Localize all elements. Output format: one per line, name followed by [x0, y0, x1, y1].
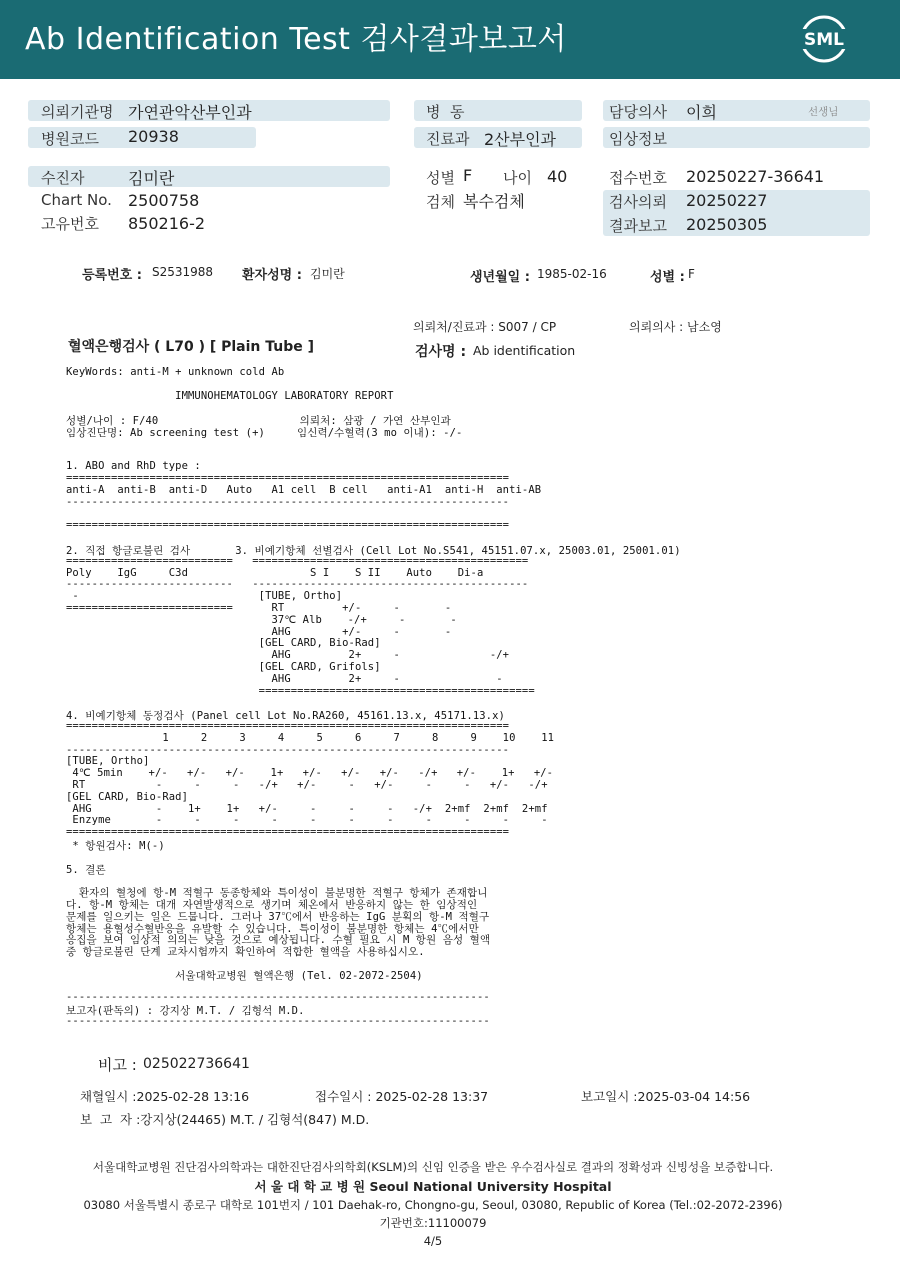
reg-label: 등록번호 :: [82, 268, 142, 283]
report-line: ========================== RT +/- - -: [66, 602, 452, 614]
report-line: 1 2 3 4 5 6 7 8 9 10 11: [66, 731, 555, 744]
report-line: AHG - 1+ 1+ +/- - - - -/+ 2+mf 2+mf 2+mf: [66, 802, 548, 815]
report-line: [TUBE, Ortho]: [66, 755, 150, 768]
report-line: AHG +/- - -: [66, 625, 452, 638]
report-line: =====================================================================: [66, 720, 510, 732]
report-line: ---------------------------------------------------------------------: [66, 495, 510, 508]
institution-number: 기관번호:11100079: [379, 1216, 487, 1230]
id-value: 850216-2: [128, 214, 206, 233]
report-sex-label: 성별 :: [650, 270, 685, 285]
patient-value: 김미란: [128, 169, 175, 188]
remarks-label: 비고 :: [98, 1056, 137, 1074]
report-line: 37℃ Alb -/+ - -: [66, 613, 457, 626]
report-line: KeyWords: anti-M + unknown cold Ab: [66, 366, 285, 378]
report-line: =====================================================================: [66, 826, 510, 839]
receipt-value: 20250227-36641: [686, 167, 825, 186]
report-line: -------------------------- -------------------------------------------: [66, 578, 529, 591]
cert-statement: 서울대학교병원 진단검사의학과는 대한진단검사의학회(KSLM)의 신임 인증을 받은 우수검사실로 결과의 정확성과 신빙성을 보증합니다.: [92, 1160, 774, 1174]
sex-label: 성별: [426, 169, 455, 187]
patient-name-value: 김미란: [310, 267, 345, 281]
report-line: [GEL CARD, Grifols]: [66, 661, 381, 673]
report-line: RT - - - -/+ +/- - +/- - - +/- -/+: [66, 779, 548, 791]
report-line: ===========================================: [66, 684, 535, 697]
hosp-code-label: 병원코드: [41, 130, 99, 148]
report-line: 임상진단명: Ab screening test (+) 임신력/수혈력(3 mo 이내): -/-: [66, 427, 463, 439]
report-line: ---------------------------------------------------------------------: [66, 743, 510, 756]
report-line: 응집을 보여 임상적 의의는 낮을 것으로 예상됩니다. 수혈 필요 시 M 항원 음성 혈액: [66, 934, 491, 947]
dept-label: 진료과: [426, 130, 470, 148]
report-line: Poly IgG C3d S I S II Auto Di-a: [66, 566, 484, 579]
test-name-label: 검사명 :: [415, 344, 467, 360]
chart-value: 2500758: [128, 191, 200, 210]
report-line: ------------------------------------------------------------------: [66, 991, 490, 1004]
doctor-suffix: 선생님: [808, 106, 839, 118]
doctor-value: 이희: [686, 103, 717, 122]
report-line: =====================================================================: [66, 519, 510, 532]
report-line: 2. 직접 항글로불린 검사 3. 비예기항체 선별검사 (Cell Lot No.S541, 45151.07.x, 25003.01, 25001.01): [66, 545, 681, 557]
report-line: =====================================================================: [66, 472, 510, 485]
report-line: [GEL CARD, Bio-Rad]: [66, 790, 189, 803]
report-line: anti-A anti-B anti-D Auto A1 cell B cell anti-A1 anti-H anti-AB: [66, 484, 542, 496]
report-line: Enzyme - - - - - - - - - - -: [66, 814, 548, 827]
id-label: 고유번호: [41, 215, 99, 233]
sex-value: F: [463, 166, 473, 185]
report-header: [0, 0, 900, 79]
receive-time: 접수일시 : 2025-02-28 13:37: [315, 1089, 489, 1104]
test-name-value: Ab identification: [473, 343, 576, 358]
report-line: 1. ABO and RhD type :: [66, 460, 201, 473]
sml-logo-icon: [796, 14, 852, 64]
chart-label: Chart No.: [41, 191, 112, 209]
report-line: AHG 2+ - -/+: [66, 649, 510, 662]
receipt-label: 접수번호: [609, 169, 667, 187]
age-value: 40: [547, 167, 568, 186]
referral-doctor: 의뢰의사 : 남소영: [629, 320, 722, 334]
report-line: 다. 항-M 항체는 대개 자연발생적으로 생기며 체온에서 반응하지 않는 한 임상적인: [66, 899, 478, 911]
report-line: IMMUNOHEMATOLOGY LABORATORY REPORT: [66, 389, 394, 402]
dept-value: 2산부인과: [484, 130, 557, 149]
hosp-code-value: 20938: [128, 127, 179, 146]
report-time: 보고일시 :2025-03-04 14:56: [581, 1089, 751, 1104]
report-line: 항체는 용혈성수혈반응을 유발할 수 있습니다. 특이성이 불분명한 항체는 4℃에서만: [66, 922, 479, 935]
report-line: 4. 비예기항체 동정검사 (Panel cell Lot No.RA260, 45161.13.x, 45171.13.x): [66, 710, 505, 723]
report-line: * 항원검사: M(-): [66, 840, 165, 852]
report-line: 중 항글로불린 단계 교차시험까지 확인하여 적합한 혈액을 사용하십시오.: [66, 946, 425, 959]
hospital-address: 03080 서울특별시 종로구 대학로 101번지 / 101 Daehak-ro, Chongno-gu, Seoul, 03080, Republic of Korea (Tel.:02-2072-2396): [83, 1198, 783, 1212]
reporter-line: 보 고 자 :강지상(24465) M.T. / 김형석(847) M.D.: [80, 1112, 370, 1127]
report-sex-value: F: [688, 267, 695, 281]
request-label: 검사의뢰: [609, 193, 667, 211]
report-line: 성별/나이 : F/40 의뢰처: 삼광 / 가연 산부인과: [66, 415, 451, 428]
page-number: 4/5: [423, 1234, 443, 1248]
hospital-name: 서 울 대 학 교 병 원 Seoul National University Hospital: [254, 1179, 612, 1194]
reg-value: S2531988: [152, 265, 214, 279]
specimen-value: 복수검체: [463, 192, 525, 211]
request-value: 20250227: [686, 191, 768, 210]
patient-label: 수진자: [41, 169, 85, 187]
patient-name-label: 환자성명 :: [242, 268, 302, 283]
doctor-label: 담당의사: [609, 103, 667, 121]
report-line: 5. 결론: [66, 863, 106, 876]
collect-time: 채혈일시 :2025-02-28 13:16: [80, 1089, 250, 1104]
remarks-value: 025022736641: [143, 1056, 250, 1072]
result-label: 결과보고: [609, 217, 667, 235]
report-line: AHG 2+ - -: [66, 672, 503, 685]
inst-value: 가연관악산부인과: [128, 103, 252, 122]
report-line: 문제를 일으키는 일은 드뭅니다. 그러나 37℃에서 반응하는 IgG 분획의 항-M 적혈구: [66, 910, 490, 923]
report-line: 4℃ 5min +/- +/- +/- 1+ +/- +/- +/- -/+ +/- 1+ +/-: [66, 767, 554, 780]
specimen-label: 검체: [426, 193, 455, 211]
test-title: 혈액은행검사 ( L70 ) [ Plain Tube ]: [68, 339, 315, 355]
report-line: [GEL CARD, Bio-Rad]: [66, 637, 381, 650]
report-line: 서울대학교병원 혈액은행 (Tel. 02-2072-2504): [66, 969, 423, 982]
clinical-label: 임상정보: [609, 130, 667, 148]
dob-label: 생년월일 :: [470, 270, 530, 285]
referral-dept: 의뢰처/진료과 : S007 / CP: [413, 320, 557, 334]
report-line: 환자의 혈청에 항-M 적혈구 동종항체와 특이성이 불분명한 적혈구 항체가 존재합니: [66, 887, 488, 900]
ward-label: 병 동: [426, 103, 465, 121]
age-label: 나이: [503, 169, 532, 187]
dob-value: 1985-02-16: [537, 267, 607, 281]
report-line: 보고자(판독의) : 강지상 M.T. / 김형석 M.D.: [66, 1005, 305, 1018]
result-value: 20250305: [686, 215, 768, 234]
logo-text: SML: [804, 30, 844, 50]
inst-label: 의뢰기관명: [41, 103, 114, 121]
report-line: ========================== ===========================================: [66, 554, 529, 567]
report-line: - [TUBE, Ortho]: [66, 590, 343, 603]
report-title: Ab Identification Test 검사결과보고서: [25, 22, 567, 57]
report-line: ------------------------------------------------------------------: [66, 1015, 490, 1027]
